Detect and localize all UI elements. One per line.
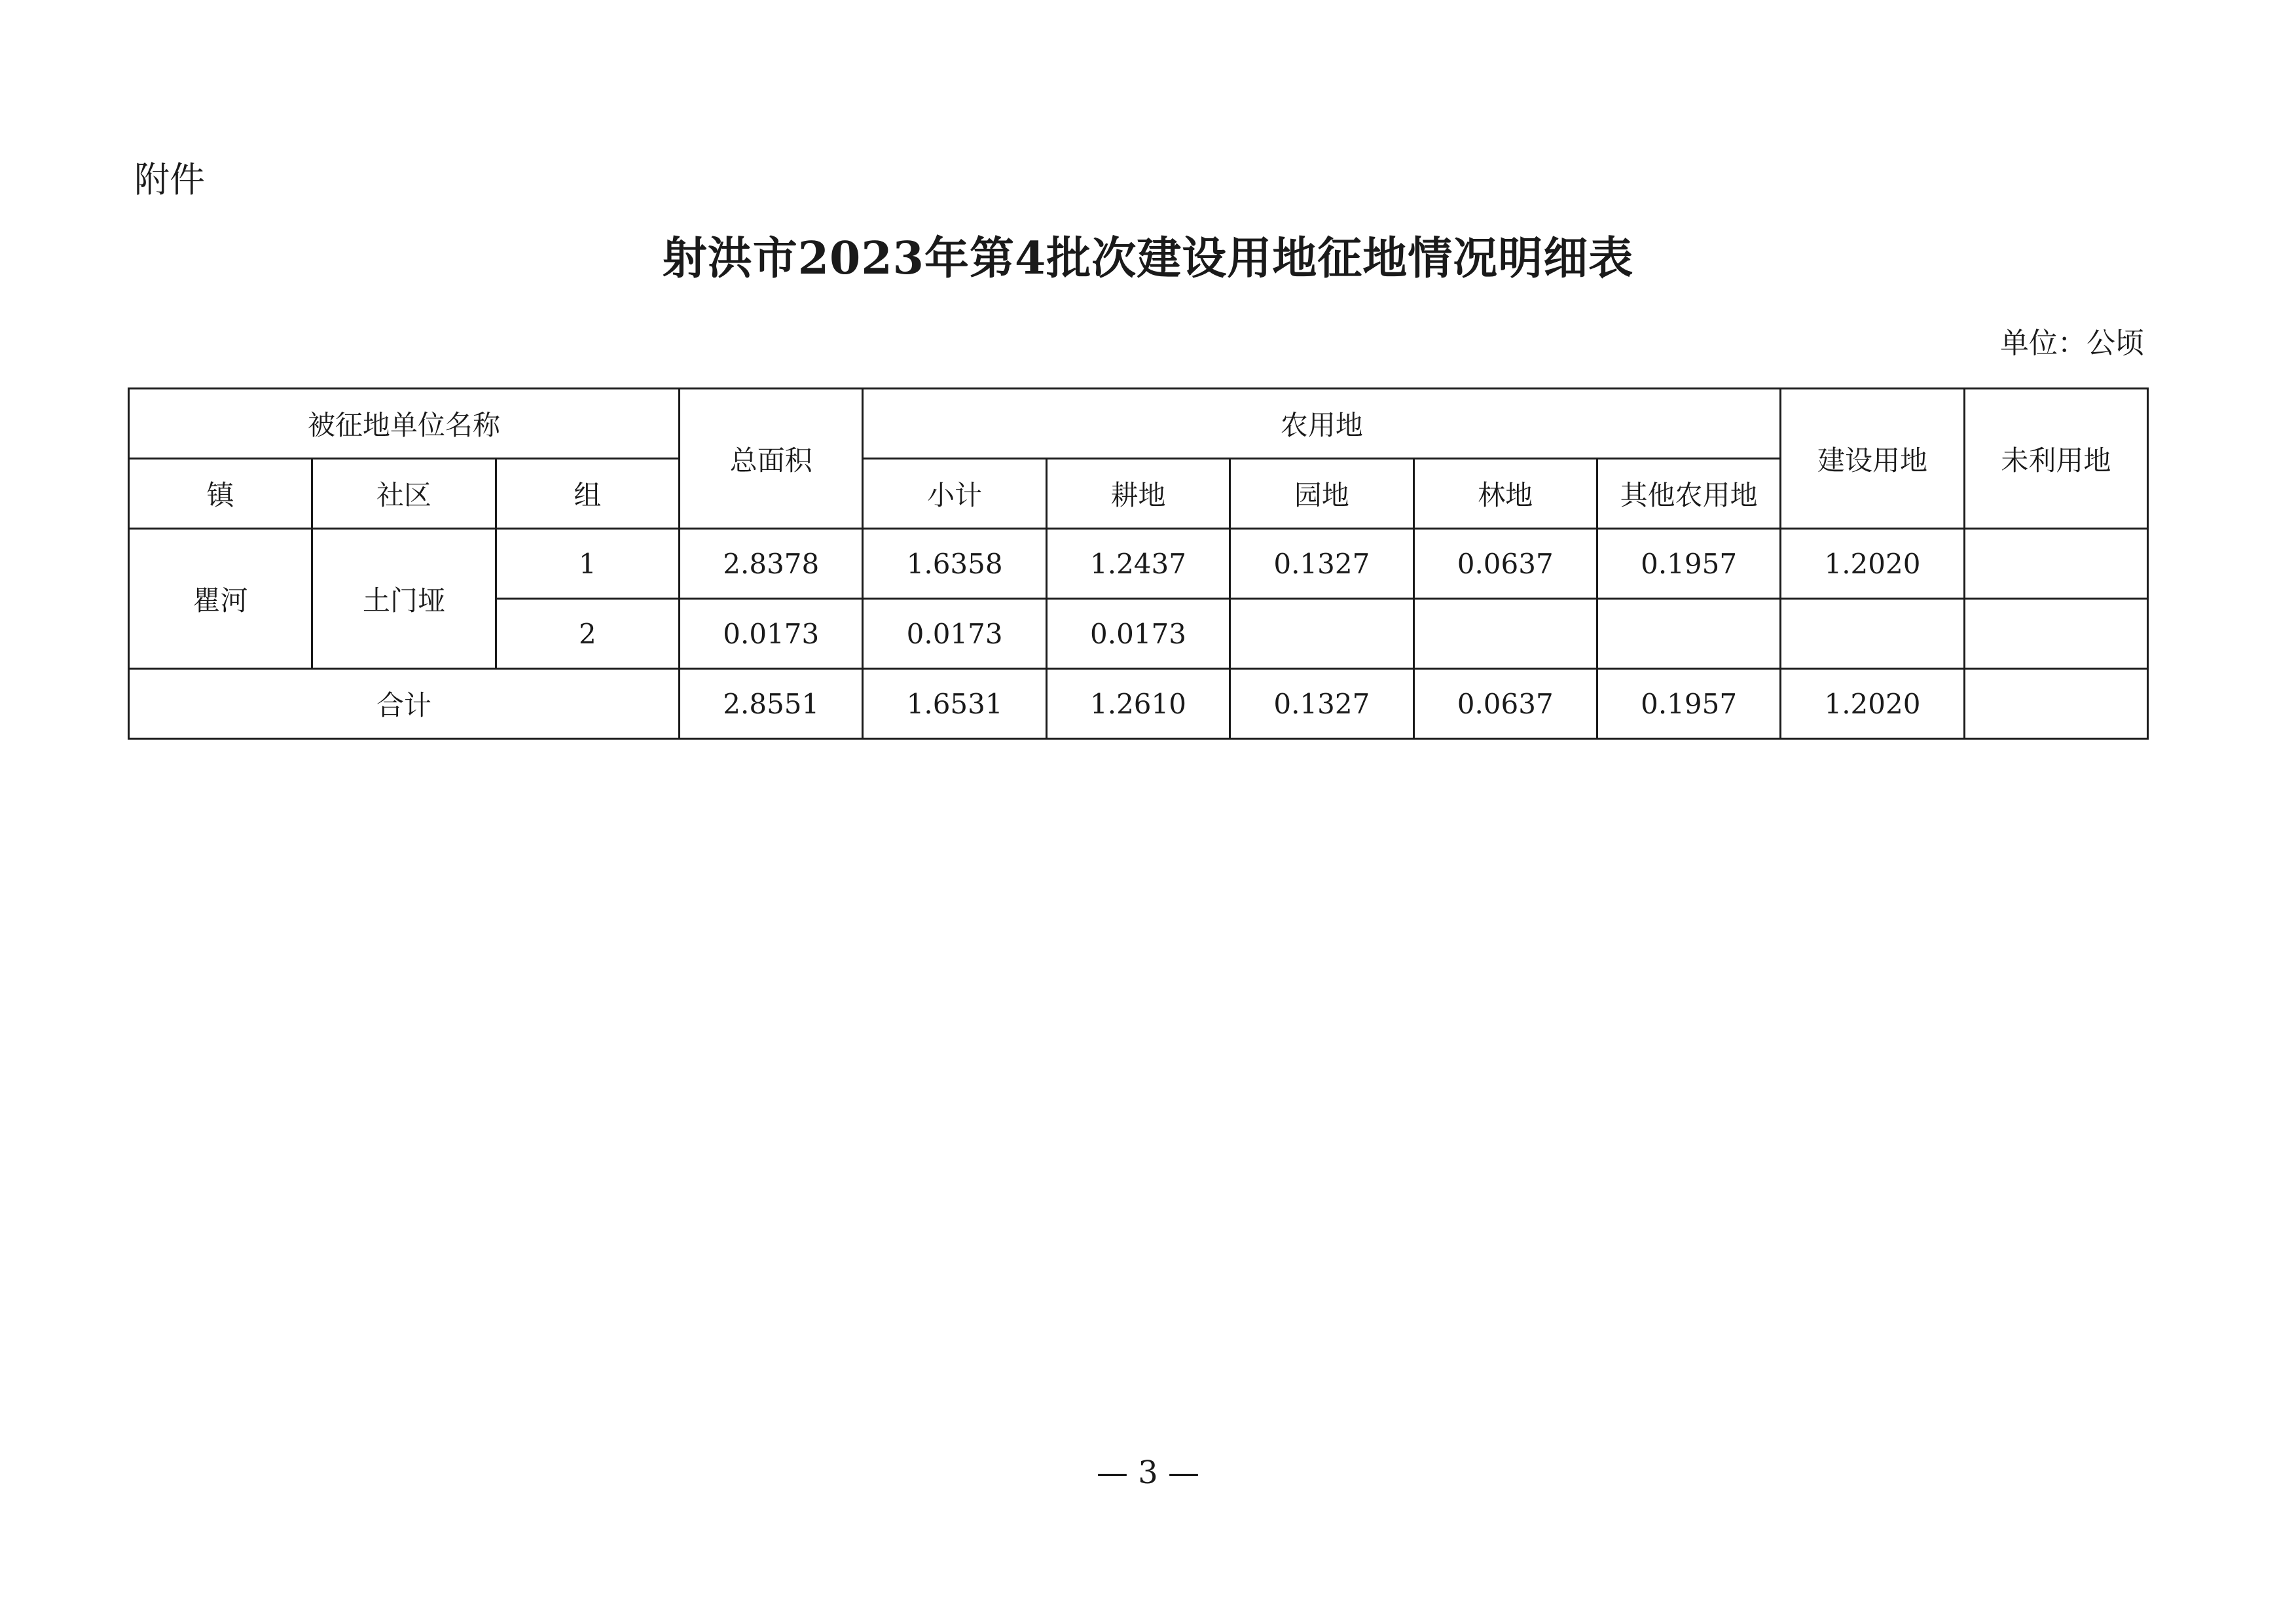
unit-label: 单位：公顷 — [2000, 327, 2144, 360]
document-title: 射洪市2023年第4批次建设用地征地情况明细表 — [662, 232, 1634, 285]
cell-forest: 0.0637 — [1413, 529, 1597, 599]
header-cultivated: 耕地 — [1046, 459, 1230, 529]
cell-construction — [1781, 599, 1964, 669]
header-total-area: 总面积 — [680, 389, 863, 529]
cell-community: 土门垭 — [312, 529, 496, 669]
attachment-label: 附件 — [134, 159, 205, 200]
cell-other-agricultural: 0.1957 — [1597, 529, 1780, 599]
cell-forest: 0.0637 — [1413, 669, 1597, 739]
cell-total-area: 0.0173 — [680, 599, 863, 669]
cell-garden — [1230, 599, 1413, 669]
cell-cultivated: 0.0173 — [1046, 599, 1230, 669]
header-construction: 建设用地 — [1781, 389, 1964, 529]
header-garden: 园地 — [1230, 459, 1413, 529]
cell-garden: 0.1327 — [1230, 669, 1413, 739]
cell-cultivated: 1.2610 — [1046, 669, 1230, 739]
header-town: 镇 — [129, 459, 312, 529]
cell-unused — [1964, 669, 2147, 739]
header-other-agricultural: 其他农用地 — [1597, 459, 1780, 529]
cell-subtotal: 0.0173 — [863, 599, 1046, 669]
total-row — [129, 669, 2148, 739]
cell-other-agricultural: 0.1957 — [1597, 669, 1780, 739]
cell-cultivated: 1.2437 — [1046, 529, 1230, 599]
header-row-1 — [129, 389, 2148, 459]
cell-subtotal: 1.6358 — [863, 529, 1046, 599]
cell-construction: 1.2020 — [1781, 529, 1964, 599]
table-row — [129, 529, 2148, 599]
header-unit-name: 被征地单位名称 — [129, 389, 680, 459]
cell-unused — [1964, 529, 2147, 599]
land-acquisition-table — [128, 387, 2149, 740]
header-community: 社区 — [312, 459, 496, 529]
header-agricultural: 农用地 — [863, 389, 1781, 459]
header-forest: 林地 — [1413, 459, 1597, 529]
cell-other-agricultural — [1597, 599, 1780, 669]
cell-total-area: 2.8378 — [680, 529, 863, 599]
cell-group: 2 — [496, 599, 679, 669]
cell-garden: 0.1327 — [1230, 529, 1413, 599]
cell-group: 1 — [496, 529, 679, 599]
page-number: — 3 — — [1096, 1454, 1200, 1491]
cell-unused — [1964, 599, 2147, 669]
header-group: 组 — [496, 459, 679, 529]
header-unused: 未利用地 — [1964, 389, 2147, 529]
cell-construction: 1.2020 — [1781, 669, 1964, 739]
cell-forest — [1413, 599, 1597, 669]
header-subtotal: 小计 — [863, 459, 1046, 529]
cell-subtotal: 1.6531 — [863, 669, 1046, 739]
cell-total-label: 合计 — [129, 669, 680, 739]
cell-total-area: 2.8551 — [680, 669, 863, 739]
cell-town: 瞿河 — [129, 529, 312, 669]
